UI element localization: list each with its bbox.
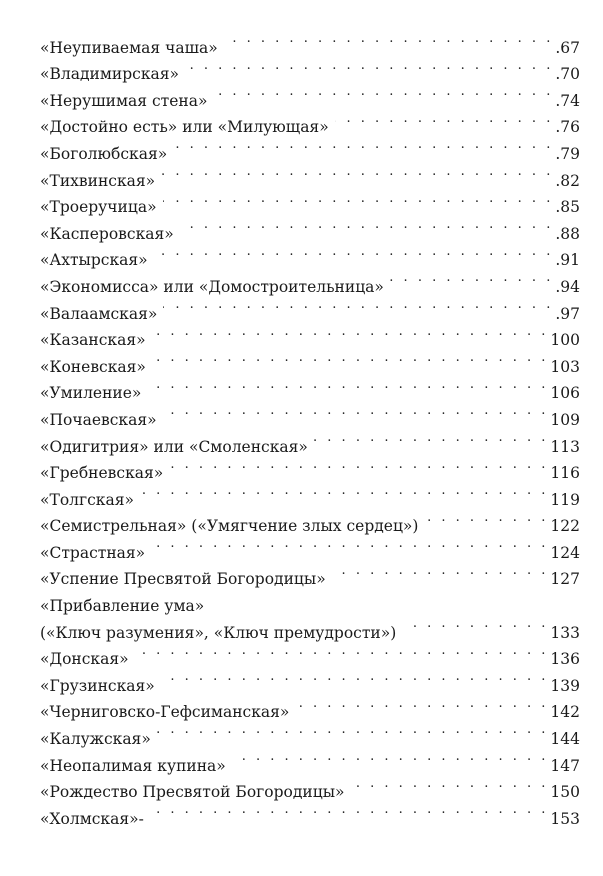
toc-entry-page: 103 xyxy=(550,357,580,376)
toc-entry-page: 139 xyxy=(550,676,580,695)
toc-entry-title: «Неопалимая купина» xyxy=(40,756,226,775)
dot-leader xyxy=(224,26,554,53)
toc-entry-page: 100 xyxy=(550,331,580,350)
toc-entry-page: 133 xyxy=(550,623,580,642)
dot-leader xyxy=(161,159,553,186)
dot-leader xyxy=(185,53,553,80)
dot-leader xyxy=(424,505,548,532)
dot-leader xyxy=(351,771,549,798)
dot-leader xyxy=(173,132,553,159)
toc-entry-page: .85 xyxy=(555,198,580,217)
toc-entry-title: «Экономисса» или «Домостроительница» xyxy=(40,277,384,296)
dot-leader xyxy=(390,265,553,292)
toc-entry-title: «Казанская» xyxy=(40,331,146,350)
dot-leader xyxy=(402,611,548,638)
toc-entry-title: «Гребневская» xyxy=(40,464,164,483)
toc-entry-title: «Боголюбская» xyxy=(40,144,168,163)
dot-leader xyxy=(147,372,548,399)
toc-entry-page: 124 xyxy=(550,543,580,562)
toc-entry-title: «Троеручица» xyxy=(40,198,157,217)
toc-entry-page: 144 xyxy=(550,730,580,749)
dot-leader xyxy=(180,212,554,239)
toc-entry-page: .74 xyxy=(555,91,580,110)
toc-entry-page: .88 xyxy=(555,224,580,243)
toc-entry-title: «Тихвинская» xyxy=(40,171,156,190)
dot-leader xyxy=(154,239,554,266)
toc-entry-page: 113 xyxy=(550,437,580,456)
dot-leader xyxy=(163,398,549,425)
dot-leader xyxy=(135,638,549,665)
dot-leader xyxy=(150,797,549,824)
toc-entry-page: 122 xyxy=(550,517,580,536)
toc-entry-title: «Черниговско-Гефсиманская» xyxy=(40,703,290,722)
toc-entry-title: «Умиление» xyxy=(40,384,142,403)
toc-entry-title: «Достойно есть» или «Милующая» xyxy=(40,118,329,137)
toc-entry-title: «Успение Пресвятой Богородицы» xyxy=(40,570,326,589)
toc-entry-page: 147 xyxy=(550,756,580,775)
toc-entry-page: .70 xyxy=(555,65,580,84)
dot-leader xyxy=(232,744,549,771)
dot-leader xyxy=(140,478,548,505)
toc-entry-title: «Валаамская» xyxy=(40,304,158,323)
toc-entry-page: .67 xyxy=(555,38,580,57)
toc-entry-title: «Толгская» xyxy=(40,490,134,509)
dot-leader xyxy=(295,691,548,718)
toc-entry-title: «Страстная» xyxy=(40,543,146,562)
toc-entry-title: «Рождество Пресвятой Богородицы» xyxy=(40,783,345,802)
toc-entry-page: .97 xyxy=(555,304,580,323)
dot-leader xyxy=(152,345,548,372)
toc-entry-title: «Холмская»- xyxy=(40,809,144,828)
toc-entry-page: 136 xyxy=(550,650,580,669)
dot-leader xyxy=(163,186,554,213)
toc-entry-title: «Калужская» xyxy=(40,730,151,749)
toc-entry-page: 150 xyxy=(550,783,580,802)
toc-entry-page: .91 xyxy=(555,251,580,270)
toc-entry-page: .94 xyxy=(555,277,580,296)
toc-entry-page: 142 xyxy=(550,703,580,722)
toc-entry-title: «Касперовская» xyxy=(40,224,174,243)
dot-leader xyxy=(163,292,553,319)
toc-entry-title: «Владимирская» xyxy=(40,65,180,84)
dot-leader xyxy=(335,106,554,133)
toc-entry-title: «Неупиваемая чаша» xyxy=(40,38,218,57)
toc-entry-page: 109 xyxy=(550,410,580,429)
toc-entry-page: 127 xyxy=(550,570,580,589)
toc-entry-page: 106 xyxy=(550,384,580,403)
toc-entry-title: «Донская» xyxy=(40,650,129,669)
toc-entry xyxy=(40,26,580,57)
table-of-contents xyxy=(40,26,580,828)
dot-leader xyxy=(151,531,548,558)
toc-entry-page: 153 xyxy=(550,809,580,828)
toc-entry-page: 119 xyxy=(550,490,580,509)
dot-leader xyxy=(314,425,548,452)
toc-entry-page: 116 xyxy=(550,464,580,483)
dot-leader xyxy=(213,79,553,106)
toc-entry-title: («Ключ разумения», «Ключ премудрости») xyxy=(40,623,397,642)
dot-leader xyxy=(332,558,549,585)
toc-entry-title: «Почаевская» xyxy=(40,410,157,429)
toc-entry-title: «Семистрельная» («Умягчение злых сердец») xyxy=(40,517,419,536)
dot-leader xyxy=(161,664,549,691)
dot-leader xyxy=(157,717,549,744)
dot-leader xyxy=(210,584,578,611)
toc-entry-title: «Ахтырская» xyxy=(40,251,148,270)
dot-leader xyxy=(152,319,549,346)
toc-entry-page: .76 xyxy=(555,118,580,137)
toc-entry-title: «Нерушимая стена» xyxy=(40,91,208,110)
toc-entry-title: «Грузинская» xyxy=(40,676,155,695)
toc-entry-title: «Коневская» xyxy=(40,357,146,376)
dot-leader xyxy=(169,452,548,479)
toc-entry-page: .82 xyxy=(555,171,580,190)
toc-entry-title: «Одигитрия» или «Смоленская» xyxy=(40,437,308,456)
toc-entry-title: «Прибавление ума» xyxy=(40,597,205,616)
toc-entry-page: .79 xyxy=(555,144,580,163)
